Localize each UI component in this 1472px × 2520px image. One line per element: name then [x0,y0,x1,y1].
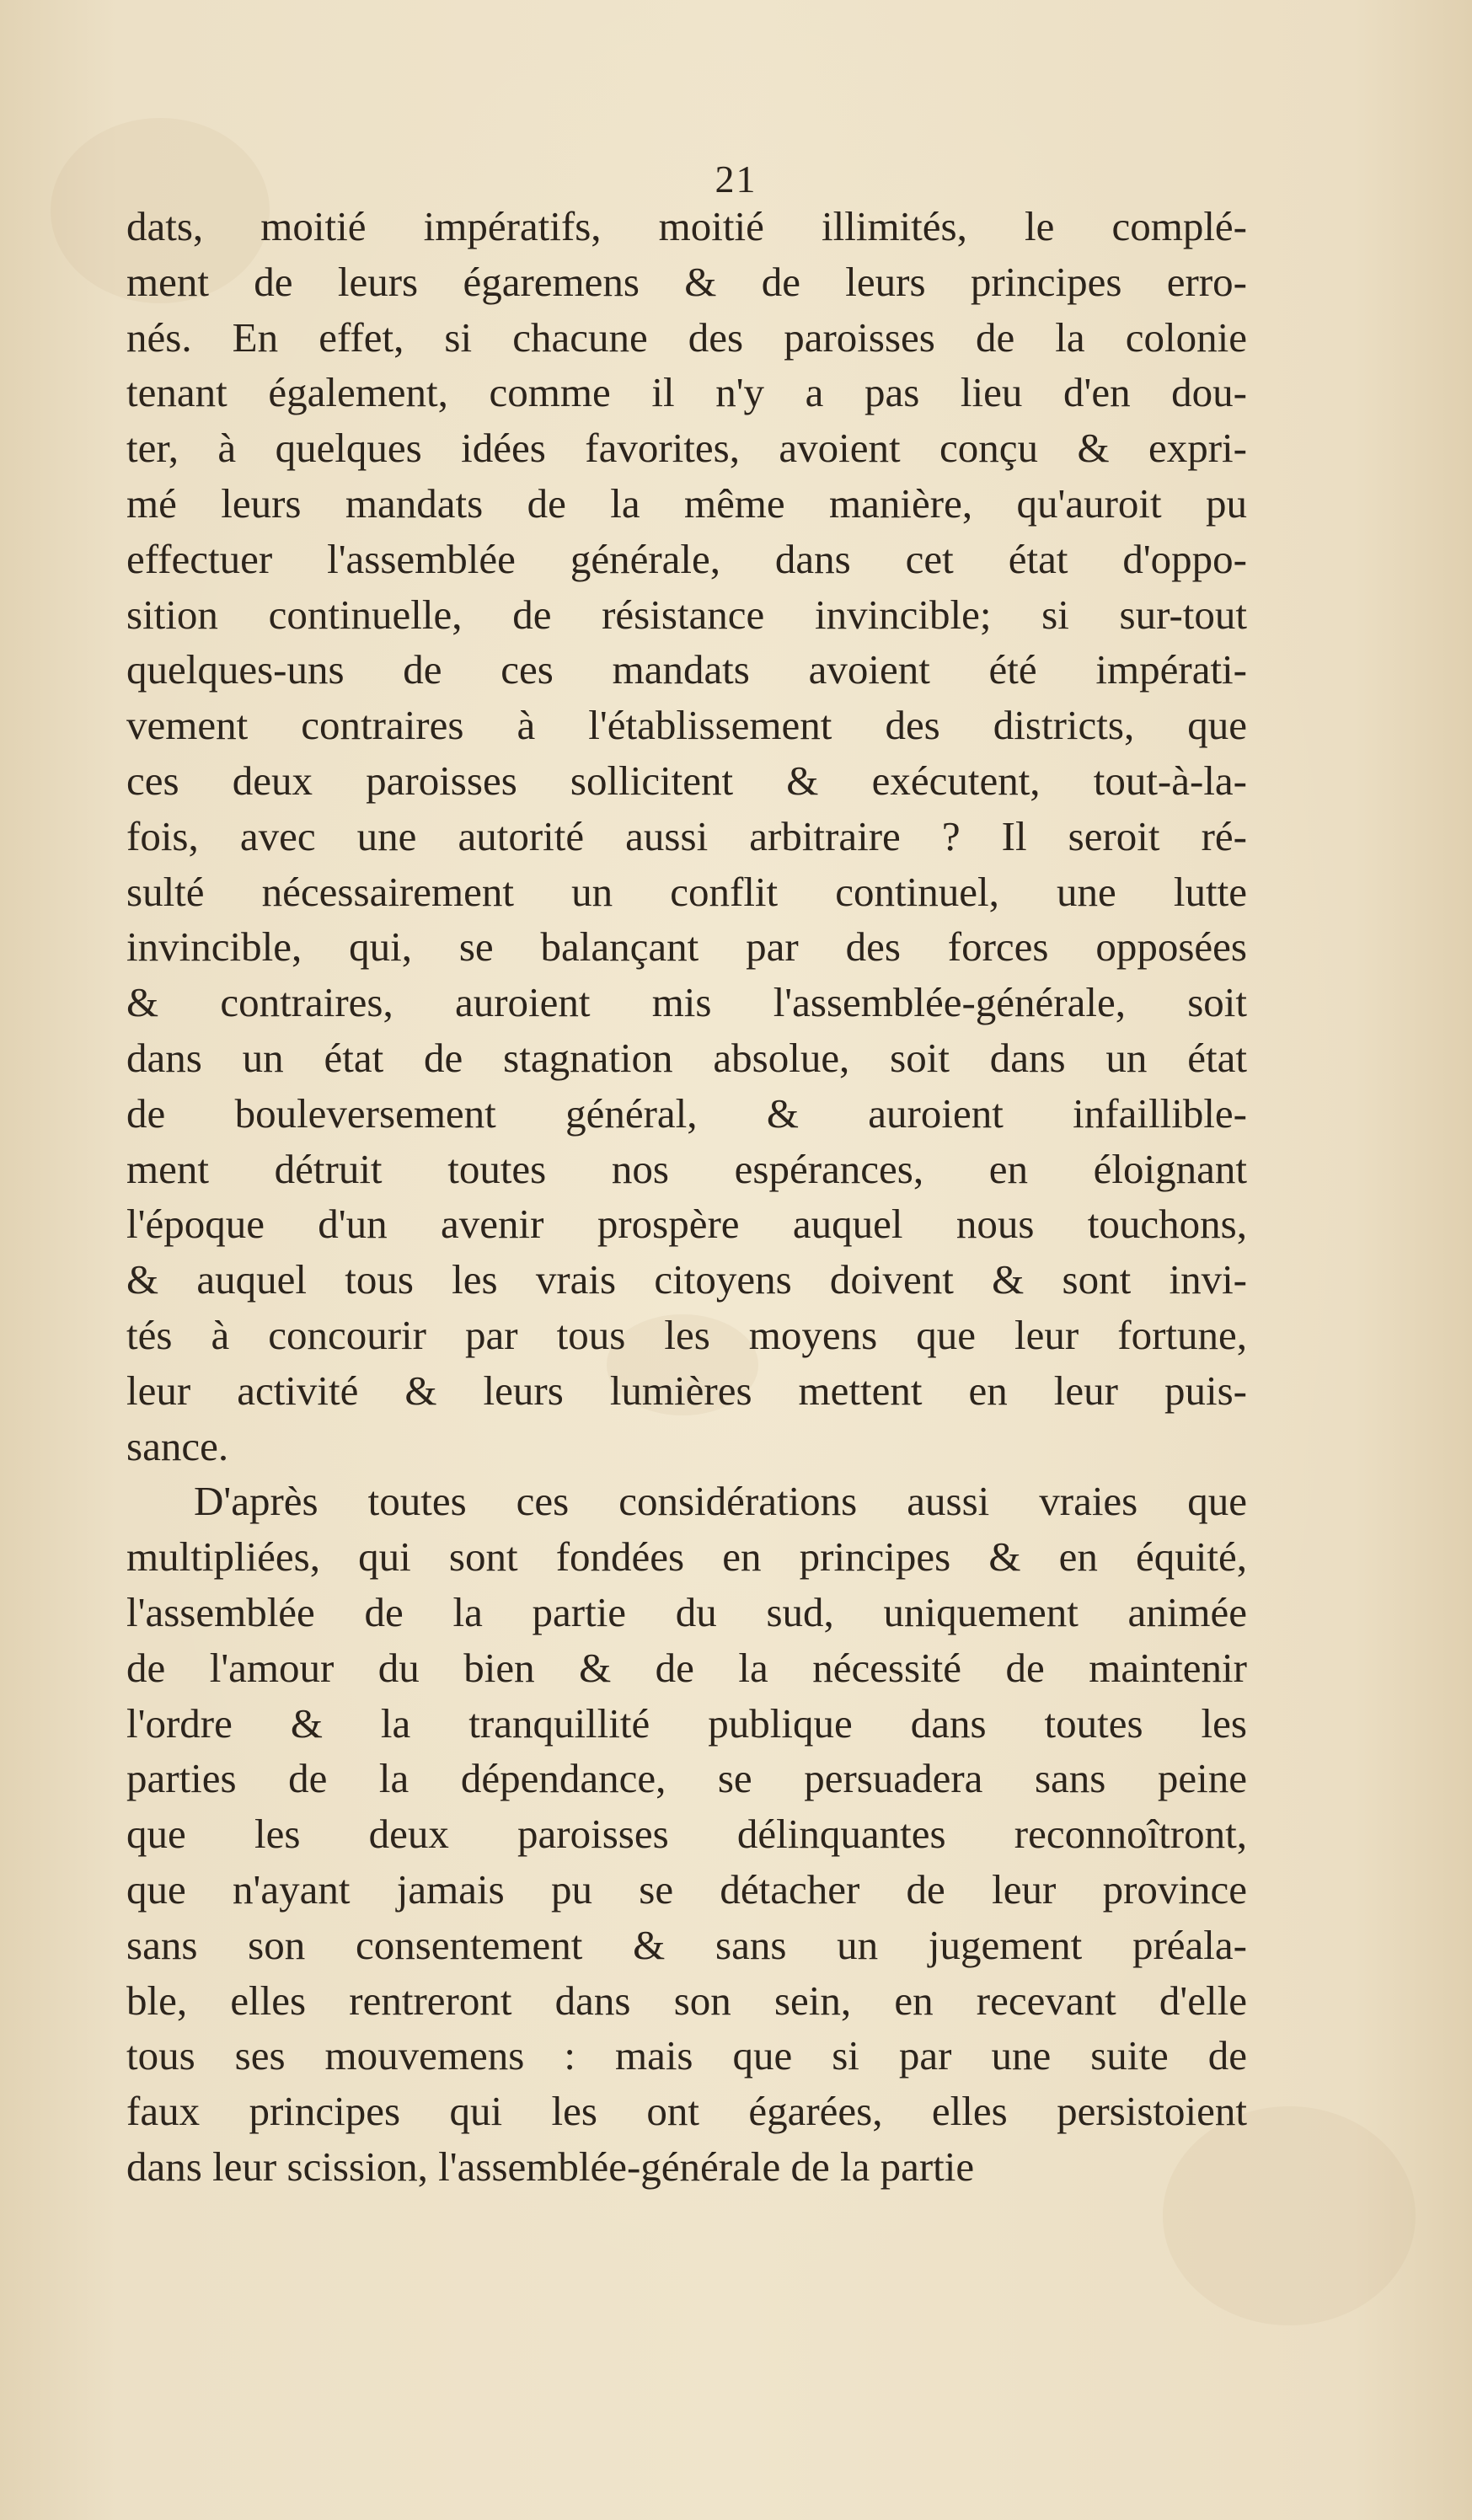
text-line: sance. [126,1422,229,1469]
paragraph [126,199,1247,1474]
text-line: & contraires, auroient mis l'assemblée-générale, soit [126,979,1247,1026]
text-line: de bouleversement général, & auroient infailliblе- [126,1089,1247,1137]
text-line: ble, elles rentreront dans son sein, en recevant d'elle [126,1977,1247,2024]
text-line: dats, moitié impératifs, moitié illimités, le complé- [126,203,1247,249]
text-line: l'assemblée de la partie du sud, uniquement animée [126,1588,1247,1635]
text-line: parties de la dépendance, se persuadera sans peine [126,1755,1247,1802]
text-line: invincible, qui, se balançant par des forces opposées [126,923,1247,971]
text-line: dans un état de stagnation absolue, soit dans un état [126,1034,1247,1081]
text-line: & auquel tous les vrais citoyens doivent & sont invi- [126,1256,1247,1303]
text-line: multipliées, qui sont fondées en principes & en équité, [126,1533,1247,1581]
text-line: sulté nécessairement un conflit continuel, une lutte [126,868,1247,915]
text-line: ment détruit toutes nos espérances, en éloignant [126,1145,1247,1192]
text-line: dans leur scission, l'assemblée-générale de la partie [126,2143,975,2190]
text-line: quelques-uns de ces mandats avoient été impérati- [126,646,1247,693]
text-line: tés à concourir par tous les moyens que leur fortune, [126,1311,1247,1358]
body-text [126,199,1247,2195]
text-line: D'après toutes ces considérations aussi vraies que [194,1478,1247,1525]
text-line: nés. En effet, si chacune des paroisses de la colonie [126,313,1247,361]
text-line: sans son consentement & sans un jugement préala- [126,1921,1247,1968]
text-line: ment de leurs égaremens & de leurs principes erro- [126,258,1247,305]
text-line: ces deux paroisses sollicitent & exécutent, tout-à-la- [126,757,1247,804]
text-line: mé leurs mandats de la même manière, qu'auroit pu [126,479,1247,527]
text-line: sition continuelle, de résistance invincible; si sur-tout [126,591,1247,638]
text-line: que les deux paroisses délinquantes reconnoîtront, [126,1811,1247,1858]
text-line: vement contraires à l'établissement des districts, que [126,702,1247,749]
text-line: l'ordre & la tranquillité publique dans toutes les [126,1699,1247,1747]
text-line: que n'ayant jamais pu se détacher de leur province [126,1865,1247,1913]
text-line: l'époque d'un avenir prospère auquel nous touchons, [126,1201,1247,1248]
text-line: fois, avec une autorité aussi arbitraire ? Il seroit ré- [126,812,1247,859]
page-number: 21 [715,158,757,201]
text-line: de l'amour du bien & de la nécessité de maintenir [126,1644,1247,1691]
text-line: tenant également, comme il n'y a pas lieu d'en dou- [126,369,1247,416]
paragraph [126,1474,1247,2194]
text-line: tous ses mouvemens : mais que si par une suite de [126,2032,1247,2079]
text-line: ter, à quelques idées favorites, avoient conçu & expri- [126,425,1247,472]
text-line: effectuer l'assemblée générale, dans cet état d'oppo- [126,535,1247,582]
text-line: faux principes qui les ont égarées, elles persistoient [126,2088,1247,2135]
text-line: leur activité & leurs lumières mettent en leur puis- [126,1367,1247,1414]
